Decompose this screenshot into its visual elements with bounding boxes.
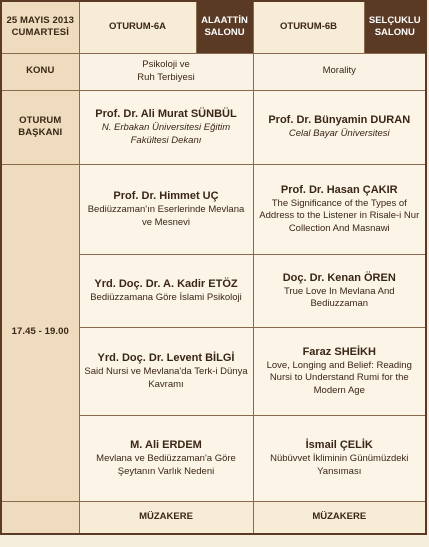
talk-a — [79, 327, 253, 415]
talk-title: Bediüzzamana Göre İslami Psikoloji — [90, 291, 242, 303]
talk-b — [253, 254, 426, 327]
topic-a-line1: Psikoloji ve — [142, 59, 190, 71]
speaker-name: Doç. Dr. Kenan ÖREN — [282, 271, 396, 284]
talk-row — [1, 164, 426, 254]
talk-b — [253, 415, 426, 501]
topic-label: KONU — [1, 53, 79, 90]
speaker-name: Faraz SHEİKH — [302, 346, 376, 359]
hall-a-badge — [196, 1, 253, 53]
chair-label-line2: BAŞKANI — [18, 127, 63, 138]
topic-row — [1, 53, 426, 90]
talk-title: Love, Longing and Belief: Reading Nursi to Understand Rumi for the Modern Age — [266, 360, 412, 396]
date-line1: 25 MAYIS 2013 — [6, 15, 74, 27]
hall-b-line2: SALONU — [374, 27, 415, 39]
chair-label-line1: OTURUM — [19, 114, 62, 126]
talk-title: True Love In Mevlana And Bediuzzaman — [283, 285, 395, 310]
hall-b-badge — [364, 1, 426, 53]
talk-b — [253, 327, 426, 415]
discussion-b: MÜZAKERE — [253, 501, 426, 534]
speaker-name: Prof. Dr. Himmet UÇ — [113, 190, 219, 203]
chair-b-institution: Celal Bayar Üniversitesi — [288, 128, 390, 140]
discussion-a: MÜZAKERE — [79, 501, 253, 534]
discussion-label-spacer — [1, 501, 79, 534]
chair-b — [253, 90, 426, 164]
talk-title: Mevlana ve Bediüzzaman'a Göre Şeytanın Varlık Nedeni — [96, 453, 236, 477]
session-b-title: OTURUM-6B — [253, 1, 364, 53]
talk-title: Bediüzzaman'ın Eserlerinde Mevlana ve Mesnevi — [87, 204, 245, 228]
speaker-name: Yrd. Doç. Dr. A. Kadir ETÖZ — [94, 277, 238, 290]
talk-b — [253, 164, 426, 254]
speaker-name: Prof. Dr. Hasan ÇAKIR — [280, 184, 398, 197]
date-line2: CUMARTESİ — [11, 27, 69, 39]
header-row — [1, 1, 426, 53]
hall-a-line2: SALONU — [204, 27, 245, 39]
chair-a-name: Prof. Dr. Ali Murat SÜNBÜL — [95, 108, 237, 121]
hall-b-line1: SELÇUKLU — [368, 15, 421, 27]
chair-label — [1, 90, 79, 164]
topic-b: Morality — [253, 53, 426, 90]
chair-b-name: Prof. Dr. Bünyamin DURAN — [268, 114, 411, 127]
chair-row — [1, 90, 426, 164]
talk-title: Nübüvvet İkliminin Günümüzdeki Yansıması — [270, 453, 409, 477]
date-cell — [1, 1, 79, 53]
session-a-title: OTURUM-6A — [79, 1, 196, 53]
talk-a — [79, 254, 253, 327]
speaker-name: Yrd. Doç. Dr. Levent BİLGİ — [97, 352, 235, 365]
speaker-name: M. Ali ERDEM — [130, 439, 202, 452]
speaker-name: İsmail ÇELİK — [305, 439, 373, 452]
discussion-row — [1, 501, 426, 534]
time-slot: 17.45 - 19.00 — [1, 164, 79, 501]
talk-title: The Significance of the Types of Address to the Listener in Risale-i Nur Collection And Masnawi — [259, 198, 420, 234]
talk-title: Said Nursi ve Mevlana'da Terk-i Dünya Kavramı — [84, 366, 248, 390]
topic-a — [79, 53, 253, 90]
chair-a-institution: N. Erbakan Üniversitesi Eğitim Fakültesi Dekanı — [101, 122, 231, 146]
talk-a — [79, 164, 253, 254]
chair-a — [79, 90, 253, 164]
talk-a — [79, 415, 253, 501]
topic-a-line2: Ruh Terbiyesi — [137, 71, 195, 83]
hall-a-line1: ALAATTİN — [201, 15, 248, 27]
